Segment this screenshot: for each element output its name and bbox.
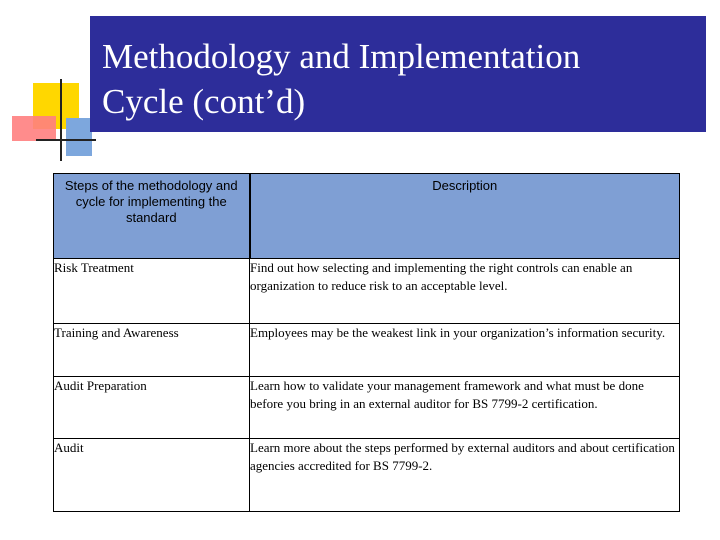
description-cell: Learn more about the steps performed by external auditors and about certification agencies accredited for BS 7799-2.	[250, 439, 680, 512]
description-cell: Employees may be the weakest link in your organization’s information security.	[250, 324, 680, 377]
decorative-vertical-line	[60, 79, 62, 161]
step-cell: Audit	[54, 439, 250, 512]
description-cell: Learn how to validate your management framework and what must be done before you bring in an external auditor for BS 7799-2 certification.	[250, 377, 680, 439]
step-cell: Audit Preparation	[54, 377, 250, 439]
table-header-row	[54, 174, 680, 259]
step-cell: Risk Treatment	[54, 259, 250, 324]
header-description: Description	[250, 174, 680, 259]
methodology-table	[53, 173, 680, 512]
decorative-horizontal-line	[36, 139, 96, 141]
slide-title-line-1: Methodology and Implementation	[102, 37, 581, 76]
header-steps: Steps of the methodology and cycle for implementing the standard	[54, 174, 250, 259]
step-cell: Training and Awareness	[54, 324, 250, 377]
slide-title	[102, 34, 692, 124]
table-row	[54, 439, 680, 512]
table-row	[54, 324, 680, 377]
description-cell: Find out how selecting and implementing the right controls can enable an organization to reduce risk to an acceptable level.	[250, 259, 680, 324]
table-row	[54, 377, 680, 439]
table-row	[54, 259, 680, 324]
decorative-blue-square	[66, 118, 92, 156]
decorative-red-square	[12, 116, 56, 141]
slide-title-line-2: Cycle (cont’d)	[102, 82, 306, 121]
